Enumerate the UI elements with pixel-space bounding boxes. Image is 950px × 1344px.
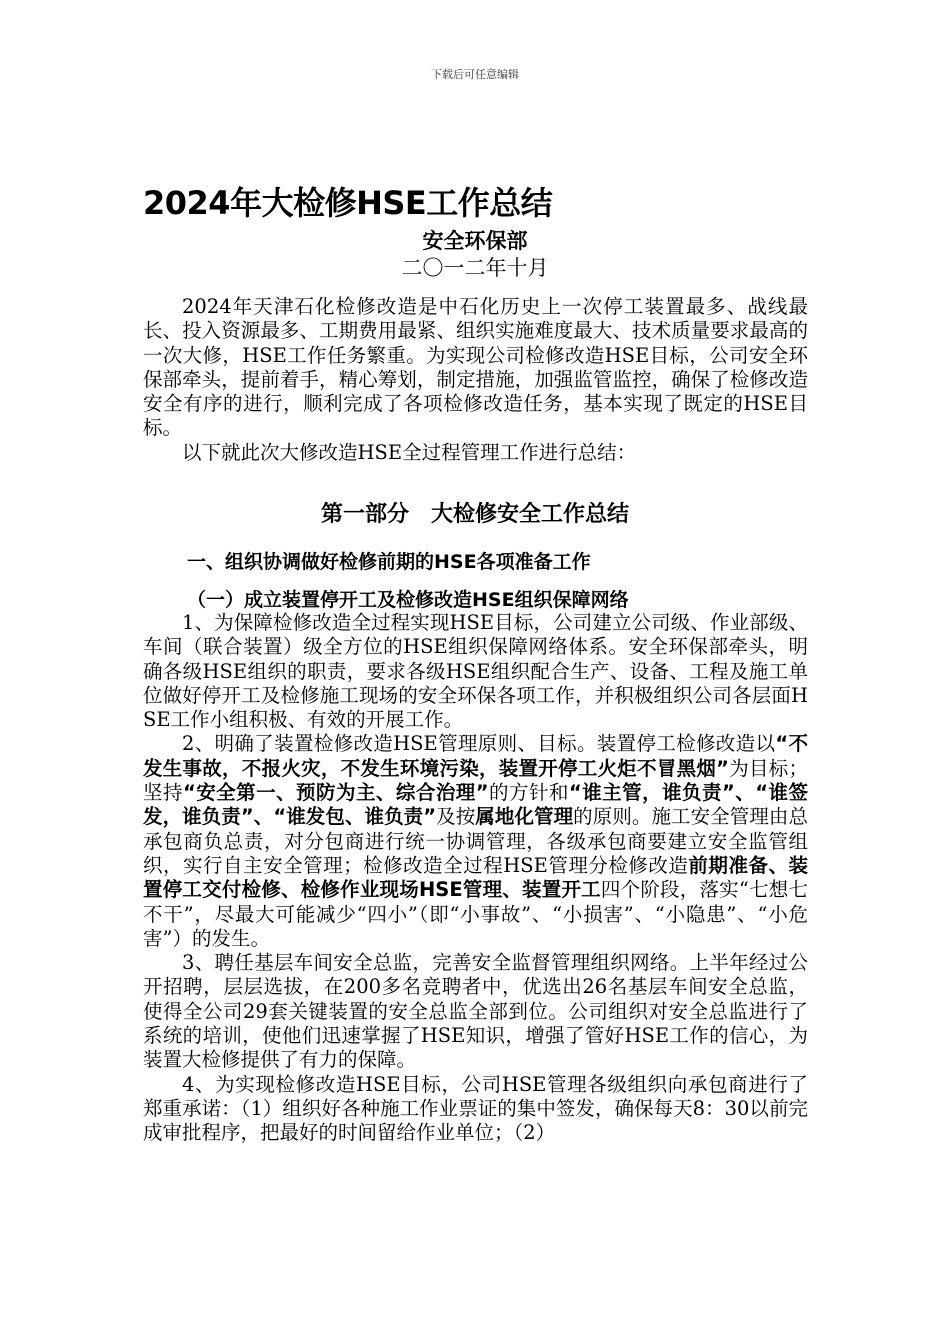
p2-text-a: 2、明确了装置检修改造HSE管理原则、目标。装置停工检修改造以 (182, 732, 776, 756)
content-paragraph-1: 1、为保障检修改造全过程实现HSE目标，公司建立公司级、作业部级、车间（联合装置）级全方位的HSE组织保障网络体系。安全环保部牵头，明确各级HSE组织的职责，要求各级HSE组织配合生产、设备、工程及施工单位做好停开工及检修施工现场的安全环保各项工作，并积极组织公司各层面HSE工作小组积极、有效的开展工作。 (143, 611, 808, 732)
p2-text-k: 四个阶段，落实“七想七不干”，尽最大可能减少“四小”（即“小事故”、“小损害”、“小隐患”、“小危害”）的发生。 (143, 878, 808, 950)
content-block (143, 611, 808, 1146)
document-date: 二〇一二年十月 (401, 256, 549, 280)
p2-text-e: 的方针和 (488, 781, 569, 805)
content-paragraph-3: 3、聘任基层车间安全总监，完善安全监督管理组织网络。上半年经过公开招聘，层层选拔，在200多名竞聘者中，优选出26名基层车间安全总监，使得全公司29套关键装置的安全总监全部到位。公司组织对安全总监进行了系统的培训，使他们迅速掌握了HSE知识，增强了管好HSE工作的信心，为装置大检修提供了有力的保障。 (143, 951, 808, 1072)
content-paragraph-2 (143, 732, 808, 951)
section-title: 一、组织协调做好检修前期的HSE各项准备工作 (187, 551, 591, 573)
p2-bold-policy: “安全第一、预防为主、综合治理” (182, 781, 489, 805)
p2-bold-territorial: 属地化管理 (475, 805, 574, 829)
content-paragraph-4: 4、为实现检修改造HSE目标，公司HSE管理各级组织向承包商进行了郑重承诺：（1）组织好各种施工作业票证的集中签发，确保每天8：30以前完成审批程序，把最好的时间留给作业单位；（2） (143, 1072, 808, 1145)
department: 安全环保部 (422, 228, 528, 253)
subsection-title: （一）成立装置停开工及检修改造HSE组织保障网络 (187, 589, 629, 611)
part-title: 第一部分 大检修安全工作总结 (320, 502, 629, 527)
p2-text-g: 及按 (436, 805, 476, 829)
p2-bold-goal: “不发生事故，不报火灾，不发生环境污染，装置开停工火炬不冒黑烟” (143, 732, 808, 780)
p2-text-c: 为目标；坚持 (143, 756, 808, 805)
intro-block (143, 295, 808, 465)
p2-bold-stages: 前期准备、装置停工交付检修、检修作业现场HSE管理、装置开工 (143, 853, 808, 902)
intro-paragraph-2: 以下就此次大修改造HSE全过程管理工作进行总结： (182, 440, 637, 464)
document-title: 2024年大检修HSE工作总结 (143, 184, 553, 222)
p2-bold-responsibility: “谁主管，谁负责”、“谁签发，谁负责”、“谁发包、谁负责” (143, 781, 808, 829)
header-note: 下载后可任意编辑 (431, 68, 519, 81)
intro-paragraph-1: 2024年天津石化检修改造是中石化历史上一次停工装置最多、战线最长、投入资源最多、工期费用最紧、组织实施难度最大、技术质量要求最高的一次大修，HSE工作任务繁重。为实现公司检修改造HSE目标，公司安全环保部牵头，提前着手，精心筹划，制定措施，加强监管监控，确保了检修改造安全有序的进行，顺利完成了各项检修改造任务，基本实现了既定的HSE目标。 (143, 295, 808, 440)
p2-text-i: 的原则。施工安全管理由总承包商负总责，对分包商进行统一协调管理，各级承包商要建立安全监管组织，实行自主安全管理；检修改造全过程HSE管理分检修改造 (143, 805, 808, 877)
